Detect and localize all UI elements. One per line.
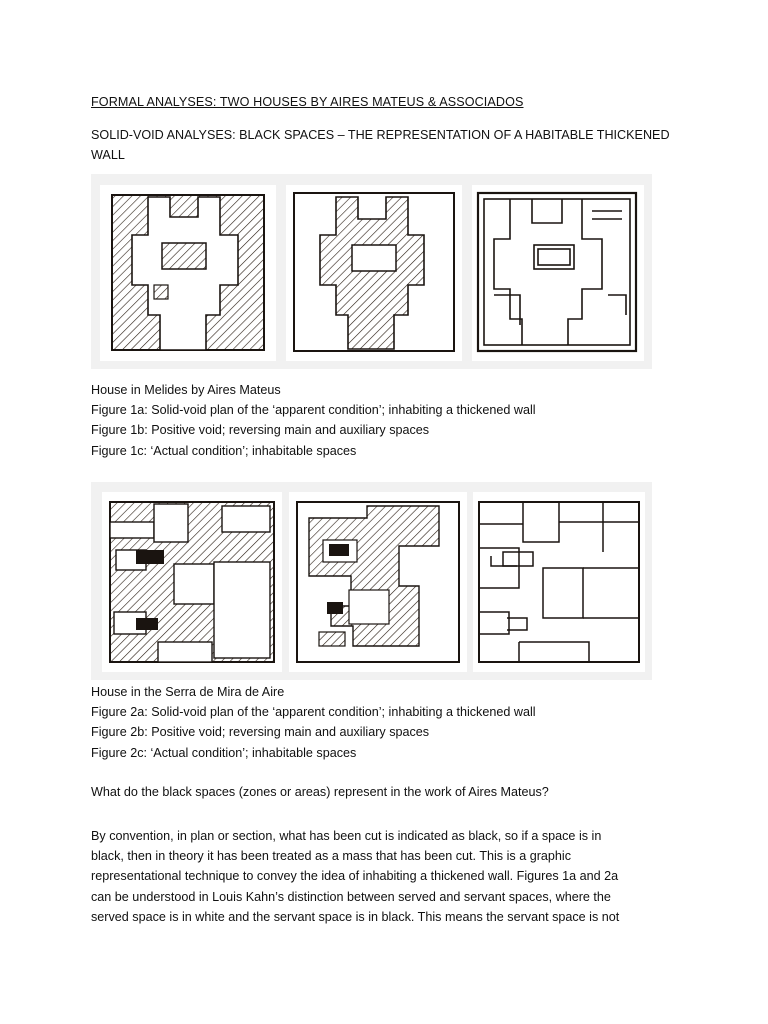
figure-1a-sketch	[100, 185, 276, 361]
paragraph-line: served space is in white and the servant space is in black. This means the servant space is not	[91, 909, 620, 924]
paragraph-line: By convention, in plan or section, what has been cut is indicated as black, so if a space is in	[91, 829, 602, 843]
figure-caption: Figure 2b: Positive void; reversing main and auxiliary spaces	[91, 725, 430, 740]
figure-1b-sketch	[286, 185, 462, 361]
paragraph-line: representational technique to convey the idea of inhabiting a thickened wall. Figures 1a and 2a	[91, 869, 619, 884]
section-subtitle: SOLID-VOID ANALYSES: BLACK SPACES – THE REPRESENTATION OF A HABITABLE THICKENED WALL	[91, 128, 670, 162]
figure-caption: Figure 1c: ‘Actual condition’; inhabitable spaces	[91, 443, 357, 458]
paragraph-line: black, then in theory it has been treated as a mass that has been cut. This is a graphic	[91, 849, 572, 864]
figure-2b-sketch	[289, 492, 467, 672]
figure-1c-sketch	[472, 185, 644, 361]
house-name: House in the Serra de Mira de Aire	[91, 685, 285, 699]
caption-house-serra	[91, 682, 711, 763]
caption-house-melides	[91, 380, 711, 461]
figure-caption: Figure 2a: Solid-void plan of the ‘apparent condition’; inhabiting a thickened wall	[91, 705, 536, 720]
figure-strip-melides	[91, 174, 652, 369]
figure-caption: Figure 1a: Solid-void plan of the ‘apparent condition’; inhabiting a thickened wall	[91, 403, 536, 418]
house-name: House in Melides by Aires Mateus	[91, 383, 281, 397]
paragraph-line: can be understood in Louis Kahn’s distinction between served and servant spaces, where the	[91, 889, 611, 904]
figure-2a-sketch	[102, 492, 282, 672]
figure-strip-serra	[91, 482, 652, 680]
document-title: FORMAL ANALYSES: TWO HOUSES BY AIRES MATEUS & ASSOCIADOS	[91, 95, 524, 109]
figure-caption: Figure 1b: Positive void; reversing main and auxiliary spaces	[91, 423, 430, 438]
figure-2c-sketch	[473, 492, 645, 672]
figure-caption: Figure 2c: ‘Actual condition’; inhabitable spaces	[91, 745, 357, 760]
body-paragraph	[91, 826, 676, 927]
question-text: What do the black spaces (zones or areas) represent in the work of Aires Mateus?	[91, 785, 549, 799]
